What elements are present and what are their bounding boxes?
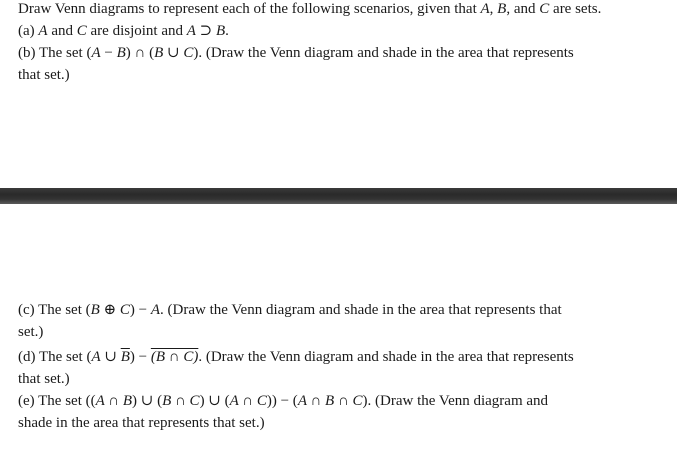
text: shade in the area that represents that set.): [18, 415, 265, 431]
part-d-label: (d) The set (: [18, 349, 92, 365]
minus-symbol: )) − (: [266, 393, 298, 409]
text: that set.): [18, 371, 70, 387]
part-b-line: [18, 44, 574, 62]
set-b: B: [116, 45, 126, 61]
text: ). (Draw the Venn diagram and: [362, 393, 549, 409]
text: and: [47, 23, 77, 39]
set-a: A: [91, 45, 101, 61]
part-a-line: [18, 22, 229, 40]
text: set.): [18, 324, 44, 340]
set-a: A: [38, 23, 48, 39]
sep-text: , and: [506, 1, 540, 17]
intro-line: [18, 0, 601, 18]
set-c: C: [119, 302, 130, 318]
set-b-complement: $\overline{B}$: [120, 349, 130, 365]
expression: A ∩ C: [229, 393, 267, 409]
union-symbol: ) ∪ (: [199, 393, 230, 409]
intro-text: Draw Venn diagrams to represent each of the following scenarios, given that: [18, 1, 481, 17]
set-b: B: [90, 302, 100, 318]
part-a-label: (a): [18, 23, 39, 39]
part-b-line-2: [18, 66, 70, 84]
set-a: A: [150, 302, 161, 318]
part-d-line-2: [18, 370, 70, 388]
part-e-label: (e) The set ((: [18, 393, 96, 409]
text: .: [225, 23, 229, 39]
set-a: A: [91, 349, 101, 365]
intro-end: are sets.: [549, 1, 602, 17]
text: that set.): [18, 67, 70, 83]
set-c: C: [76, 23, 87, 39]
minus-symbol: ) −: [129, 349, 151, 365]
complement-expression: (B ∩ C): [150, 349, 199, 365]
part-c-line-2: [18, 323, 43, 341]
part-c-line: [18, 301, 562, 319]
text: ). (Draw the Venn diagram and shade in the area that represents: [193, 45, 574, 61]
xor-symbol: ⊕: [99, 302, 120, 318]
text: . (Draw the Venn diagram and shade in the area that represents: [198, 349, 574, 365]
set-b: B: [497, 1, 507, 17]
expression: A ∩ B ∩ C: [297, 393, 363, 409]
minus-symbol: ) −: [129, 302, 151, 318]
part-e-line-2: [18, 414, 265, 432]
set-a: A: [480, 1, 490, 17]
intersection-symbol: ) ∩ (: [125, 45, 155, 61]
expression: A ∩ B: [95, 393, 132, 409]
text: are disjoint and: [86, 23, 187, 39]
divider-bar: [0, 188, 677, 204]
union-symbol: ∪: [163, 45, 184, 61]
part-b-label: (b) The set (: [18, 45, 92, 61]
set-a: A: [186, 23, 196, 39]
sep-text: ,: [489, 1, 498, 17]
union-symbol: ) ∪ (: [132, 393, 163, 409]
set-b: B: [154, 45, 164, 61]
text: . (Draw the Venn diagram and shade in the area that represents that: [160, 302, 562, 318]
minus-symbol: −: [100, 45, 117, 61]
superset-symbol: ⊃: [195, 23, 216, 39]
expression: B ∩ C: [162, 393, 200, 409]
part-c-label: (c) The set (: [18, 302, 91, 318]
union-symbol: ∪: [100, 349, 121, 365]
part-d-line: [18, 348, 574, 366]
set-c: C: [183, 45, 194, 61]
set-c: C: [539, 1, 550, 17]
set-b: B: [216, 23, 226, 39]
part-e-line: [18, 392, 548, 410]
